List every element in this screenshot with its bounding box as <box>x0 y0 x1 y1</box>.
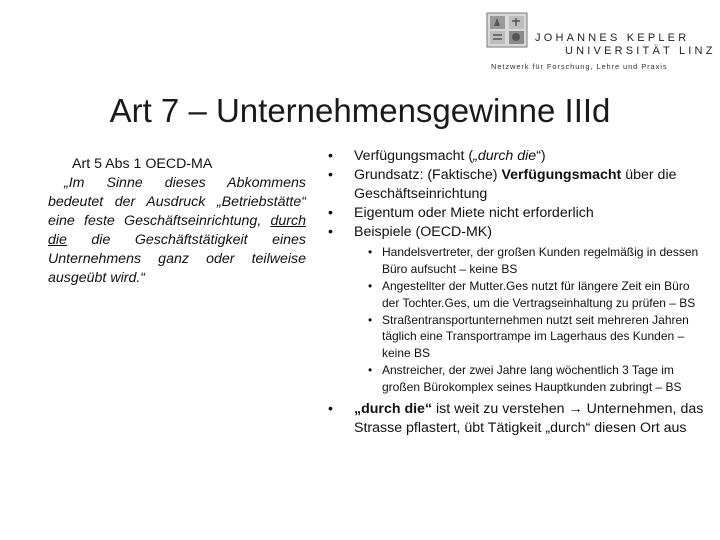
arrow-right-icon: → <box>568 400 583 417</box>
quote-heading: Art 5 Abs 1 OECD-MA <box>72 156 213 172</box>
bullet-dot-icon: • <box>328 148 333 164</box>
bullet-dot-icon: • <box>328 400 333 417</box>
bullet-dot-icon: • <box>328 205 333 221</box>
bullet-dot-icon: • <box>328 224 333 240</box>
example-item: • Angestellter der Mutter.Ges nutzt für längere Zeit ein Büro der Tochter.Ges, um die Vertragseinhaltung zu prüfen – BS <box>368 278 696 310</box>
bullet-durch-die: • „durch die“ ist weit zu verstehen → Unternehmen, das Strasse pflastert, übt Tätigkeit „durch“ diesen Ort aus <box>328 400 704 436</box>
crest-icon <box>486 12 528 48</box>
logo-subline: Netzwerk für Forschung, Lehre und Praxis <box>491 62 668 71</box>
example-item: • Handelsvertreter, der großen Kunden regelmäßig in dessen Büro aufsucht – keine BS <box>368 245 699 276</box>
quote-part-1: „Im Sinne dieses Abkommens bedeutet der Ausdruck „Betriebstätte“ eine feste Geschäftseinrichtung, <box>48 175 306 229</box>
bullet-eigentum: • Eigentum oder Miete nicht erforderlich <box>328 205 594 221</box>
university-logo <box>486 10 716 72</box>
example-item: • Anstreicher, der zwei Jahre lang wöchentlich 3 Tage im großen Bürokomplex seines Hauptkunden zubringt – BS <box>368 363 682 394</box>
quote-underlined: durch die <box>48 213 306 248</box>
bullet-beispiele: • Beispiele (OECD-MK) <box>328 224 492 240</box>
slide-title: Art 7 – Unternehmensgewinne IIId <box>109 92 611 129</box>
logo-line-2: UNIVERSITÄT LINZ <box>565 45 716 57</box>
bullet-dot-icon: • <box>368 312 373 327</box>
legal-quote-box <box>48 155 306 288</box>
bullet-dot-icon: • <box>368 363 373 378</box>
logo-line-1: JOHANNES KEPLER <box>535 32 690 44</box>
bullet-verfuegungsmacht: • Verfügungsmacht („durch die“) <box>328 148 546 164</box>
bullet-grundsatz: • Grundsatz: (Faktische) Verfügungsmacht über die Geschäftseinrichtung <box>328 167 677 202</box>
bullet-list <box>328 147 708 438</box>
quote-part-2: die Geschäftstätigkeit eines Unternehmens ganz oder teilweise ausgeübt wird.“ <box>48 232 306 286</box>
example-item: • Straßentransportunternehmen nutzt seit mehreren Jahren täglich eine Transportrampe im Lagerhaus des Kunden – keine BS <box>368 312 689 360</box>
example-list <box>328 244 708 396</box>
bullet-dot-icon: • <box>368 278 373 293</box>
quote-text <box>48 174 306 288</box>
bullet-dot-icon: • <box>328 167 333 183</box>
bullet-dot-icon: • <box>368 245 373 259</box>
